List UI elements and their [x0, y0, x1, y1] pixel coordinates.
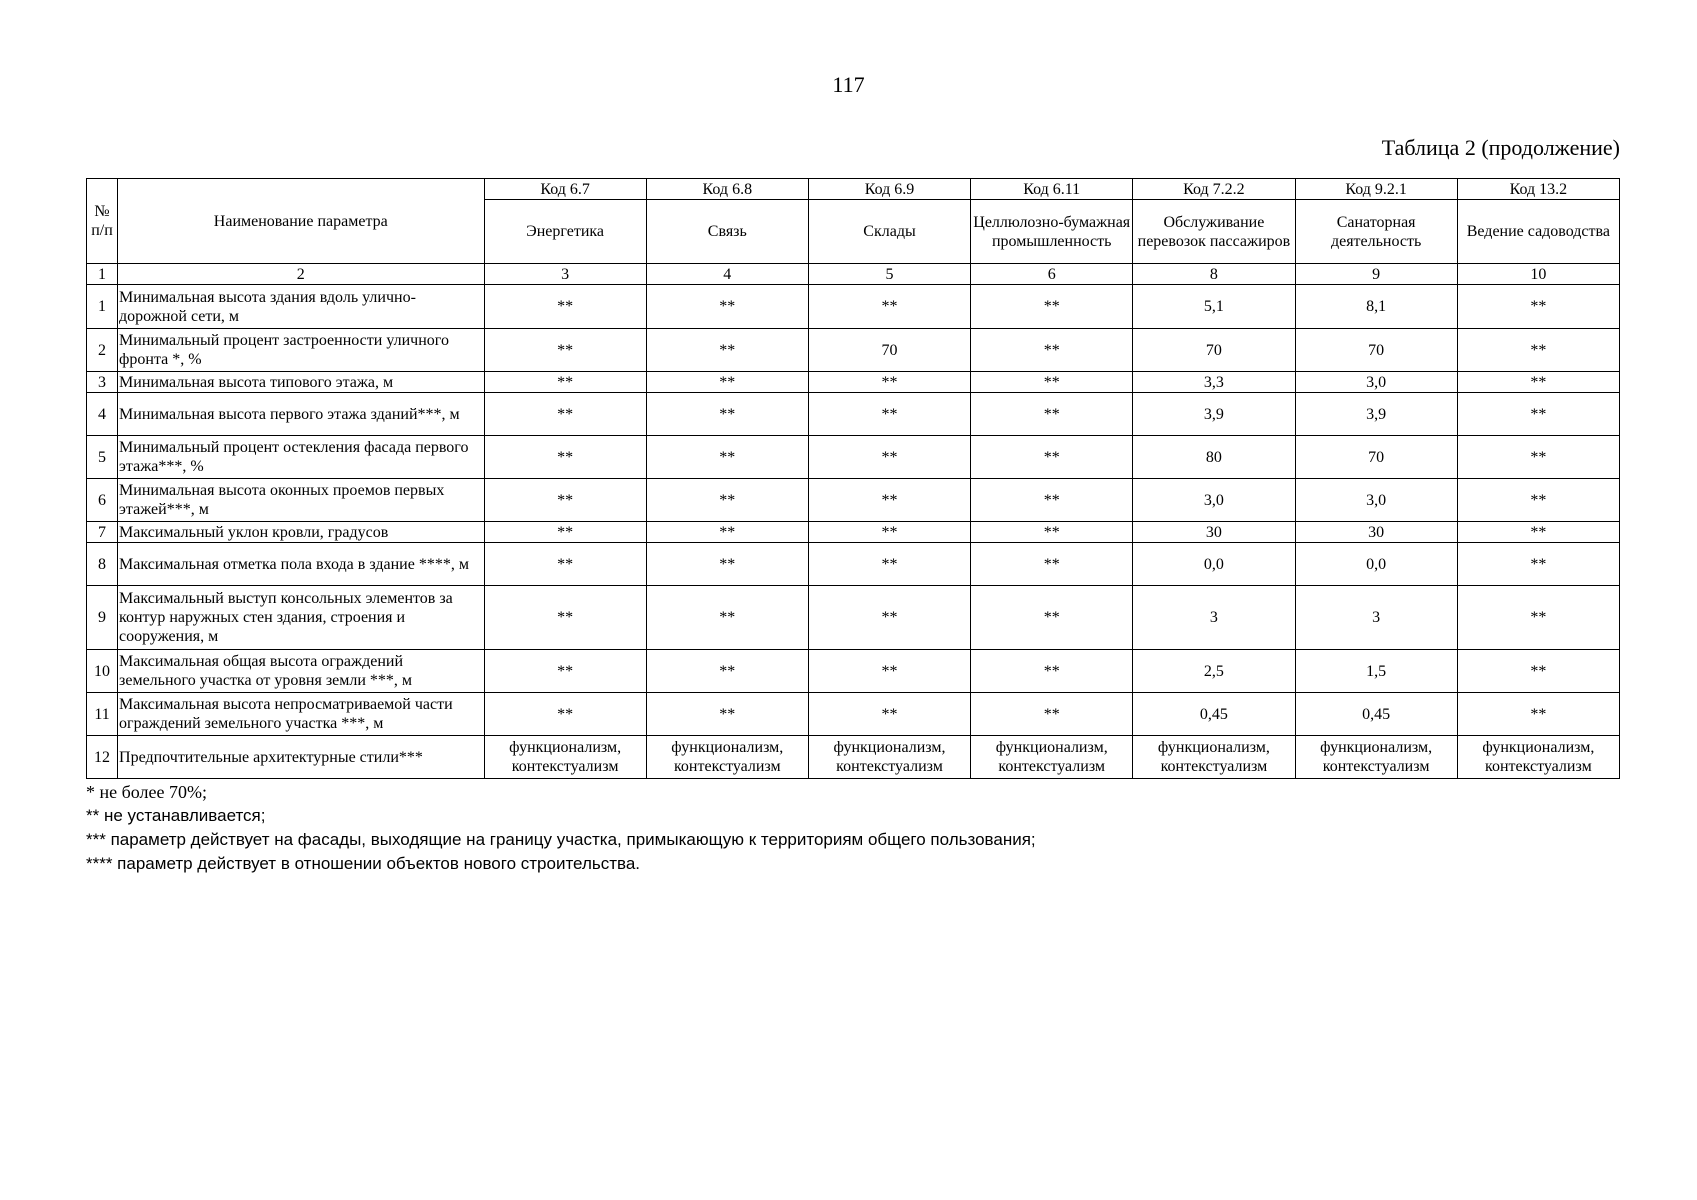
value-cell: 3,3 — [1133, 372, 1295, 393]
parameter-name: Минимальный процент застроенности уличного фронта *, % — [118, 329, 484, 372]
value-cell: ** — [1457, 543, 1619, 586]
value-cell: ** — [1457, 329, 1619, 372]
value-cell: ** — [971, 650, 1133, 693]
parameter-name: Предпочтительные архитектурные стили*** — [118, 736, 484, 779]
table-row — [87, 393, 1620, 436]
value-cell: 80 — [1133, 436, 1295, 479]
value-cell: ** — [808, 372, 970, 393]
value-cell: 70 — [1295, 329, 1457, 372]
value-cell: ** — [484, 586, 646, 650]
parameter-name: Минимальный процент остекления фасада первого этажа***, % — [118, 436, 484, 479]
header-title: Связь — [646, 200, 808, 264]
value-cell: функционализм, контекстуализм — [1295, 736, 1457, 779]
table-row — [87, 329, 1620, 372]
table-row — [87, 522, 1620, 543]
value-cell: 30 — [1133, 522, 1295, 543]
header-title: Склады — [808, 200, 970, 264]
value-cell: 3,0 — [1295, 372, 1457, 393]
value-cell: ** — [484, 393, 646, 436]
header-name: Наименование параметра — [118, 179, 484, 264]
value-cell: 0,0 — [1133, 543, 1295, 586]
value-cell: 3,9 — [1295, 393, 1457, 436]
value-cell: ** — [646, 285, 808, 329]
value-cell: ** — [971, 372, 1133, 393]
header-title: Ведение садоводства — [1457, 200, 1619, 264]
parameter-name: Максимальная высота непросматриваемой части ограждений земельного участка ***, м — [118, 693, 484, 736]
column-number: 3 — [484, 264, 646, 285]
value-cell: ** — [646, 693, 808, 736]
row-number: 5 — [87, 436, 118, 479]
value-cell: 0,0 — [1295, 543, 1457, 586]
header-row-codes — [87, 179, 1620, 200]
value-cell: ** — [484, 285, 646, 329]
header-title: Целлюлозно-бумажная промышленность — [971, 200, 1133, 264]
value-cell: 3,0 — [1133, 479, 1295, 522]
column-number: 2 — [118, 264, 484, 285]
row-number: 7 — [87, 522, 118, 543]
value-cell: ** — [808, 393, 970, 436]
parameter-name: Минимальная высота первого этажа зданий***, м — [118, 393, 484, 436]
column-number: 10 — [1457, 264, 1619, 285]
value-cell: функционализм, контекстуализм — [646, 736, 808, 779]
value-cell: ** — [971, 522, 1133, 543]
value-cell: ** — [808, 586, 970, 650]
value-cell: 5,1 — [1133, 285, 1295, 329]
footnote: **** параметр действует в отношении объектов нового строительства. — [86, 854, 641, 873]
value-cell: функционализм, контекстуализм — [971, 736, 1133, 779]
table-row — [87, 372, 1620, 393]
value-cell: ** — [971, 543, 1133, 586]
value-cell: ** — [1457, 693, 1619, 736]
value-cell: 0,45 — [1295, 693, 1457, 736]
value-cell: ** — [971, 285, 1133, 329]
column-number: 1 — [87, 264, 118, 285]
table-row — [87, 693, 1620, 736]
column-number: 5 — [808, 264, 970, 285]
row-number: 1 — [87, 285, 118, 329]
value-cell: 0,45 — [1133, 693, 1295, 736]
value-cell: 70 — [1133, 329, 1295, 372]
value-cell: функционализм, контекстуализм — [1133, 736, 1295, 779]
value-cell: ** — [808, 436, 970, 479]
parameters-table — [86, 178, 1620, 779]
value-cell: 8,1 — [1295, 285, 1457, 329]
header-code: Код 9.2.1 — [1295, 179, 1457, 200]
value-cell: ** — [484, 522, 646, 543]
header-title: Энергетика — [484, 200, 646, 264]
header-title: Санаторная деятельность — [1295, 200, 1457, 264]
value-cell: ** — [1457, 393, 1619, 436]
footnotes — [86, 780, 1036, 876]
parameter-name: Максимальная общая высота ограждений земельного участка от уровня земли ***, м — [118, 650, 484, 693]
table-row — [87, 543, 1620, 586]
table-row — [87, 650, 1620, 693]
value-cell: ** — [808, 693, 970, 736]
value-cell: 70 — [808, 329, 970, 372]
value-cell: ** — [808, 543, 970, 586]
parameter-name: Минимальная высота оконных проемов первых этажей***, м — [118, 479, 484, 522]
parameter-name: Максимальная отметка пола входа в здание ****, м — [118, 543, 484, 586]
table-row — [87, 736, 1620, 779]
value-cell: ** — [1457, 522, 1619, 543]
value-cell: функционализм, контекстуализм — [484, 736, 646, 779]
value-cell: ** — [1457, 372, 1619, 393]
value-cell: ** — [971, 693, 1133, 736]
header-code: Код 6.9 — [808, 179, 970, 200]
value-cell: ** — [808, 650, 970, 693]
column-number: 6 — [971, 264, 1133, 285]
value-cell: ** — [484, 693, 646, 736]
value-cell: ** — [808, 479, 970, 522]
value-cell: 30 — [1295, 522, 1457, 543]
table-caption: Таблица 2 (продолжение) — [1381, 135, 1620, 160]
value-cell: функционализм, контекстуализм — [1457, 736, 1619, 779]
value-cell: ** — [808, 285, 970, 329]
table-row — [87, 436, 1620, 479]
row-number: 9 — [87, 586, 118, 650]
table-row — [87, 285, 1620, 329]
value-cell: ** — [971, 436, 1133, 479]
value-cell: ** — [646, 543, 808, 586]
value-cell: ** — [1457, 436, 1619, 479]
page-number: 117 — [832, 72, 865, 97]
header-code: Код 13.2 — [1457, 179, 1619, 200]
value-cell: ** — [646, 586, 808, 650]
footnote: ** не устанавливается; — [86, 806, 266, 825]
header-code: Код 6.7 — [484, 179, 646, 200]
value-cell: ** — [971, 586, 1133, 650]
value-cell: ** — [646, 372, 808, 393]
value-cell: функционализм, контекстуализм — [808, 736, 970, 779]
row-number: 11 — [87, 693, 118, 736]
value-cell: ** — [1457, 479, 1619, 522]
row-number: 2 — [87, 329, 118, 372]
row-number: 12 — [87, 736, 118, 779]
value-cell: ** — [484, 543, 646, 586]
value-cell: ** — [646, 650, 808, 693]
parameter-name: Минимальная высота здания вдоль улично-дорожной сети, м — [118, 285, 484, 329]
parameter-name: Максимальный выступ консольных элементов за контур наружных стен здания, строения и сооружения, м — [118, 586, 484, 650]
value-cell: ** — [971, 329, 1133, 372]
value-cell: ** — [484, 436, 646, 479]
value-cell: ** — [1457, 285, 1619, 329]
row-number: 6 — [87, 479, 118, 522]
column-number-row — [87, 264, 1620, 285]
header-code: Код 6.8 — [646, 179, 808, 200]
header-code: Код 6.11 — [971, 179, 1133, 200]
value-cell: ** — [646, 393, 808, 436]
header-title: Обслуживание перевозок пассажиров — [1133, 200, 1295, 264]
value-cell: 3,0 — [1295, 479, 1457, 522]
header-num: № п/п — [87, 179, 118, 264]
value-cell: ** — [484, 650, 646, 693]
column-number: 9 — [1295, 264, 1457, 285]
value-cell: ** — [971, 479, 1133, 522]
footnote: *** параметр действует на фасады, выходящие на границу участка, примыкающую к территориям общего пользования; — [86, 830, 1036, 849]
parameter-name: Минимальная высота типового этажа, м — [118, 372, 484, 393]
value-cell: 3 — [1133, 586, 1295, 650]
value-cell: ** — [808, 522, 970, 543]
row-number: 3 — [87, 372, 118, 393]
value-cell: 70 — [1295, 436, 1457, 479]
value-cell: ** — [1457, 586, 1619, 650]
row-number: 10 — [87, 650, 118, 693]
row-number: 8 — [87, 543, 118, 586]
value-cell: 2,5 — [1133, 650, 1295, 693]
value-cell: 3 — [1295, 586, 1457, 650]
column-number: 4 — [646, 264, 808, 285]
row-number: 4 — [87, 393, 118, 436]
table-row — [87, 479, 1620, 522]
value-cell: 1,5 — [1295, 650, 1457, 693]
column-number: 8 — [1133, 264, 1295, 285]
table-row — [87, 586, 1620, 650]
footnote: * не более 70%; — [86, 782, 207, 802]
value-cell: ** — [971, 393, 1133, 436]
value-cell: ** — [484, 372, 646, 393]
value-cell: ** — [646, 479, 808, 522]
value-cell: ** — [1457, 650, 1619, 693]
parameter-name: Максимальный уклон кровли, градусов — [118, 522, 484, 543]
value-cell: ** — [484, 479, 646, 522]
value-cell: ** — [646, 436, 808, 479]
value-cell: 3,9 — [1133, 393, 1295, 436]
value-cell: ** — [646, 522, 808, 543]
value-cell: ** — [484, 329, 646, 372]
value-cell: ** — [646, 329, 808, 372]
header-code: Код 7.2.2 — [1133, 179, 1295, 200]
